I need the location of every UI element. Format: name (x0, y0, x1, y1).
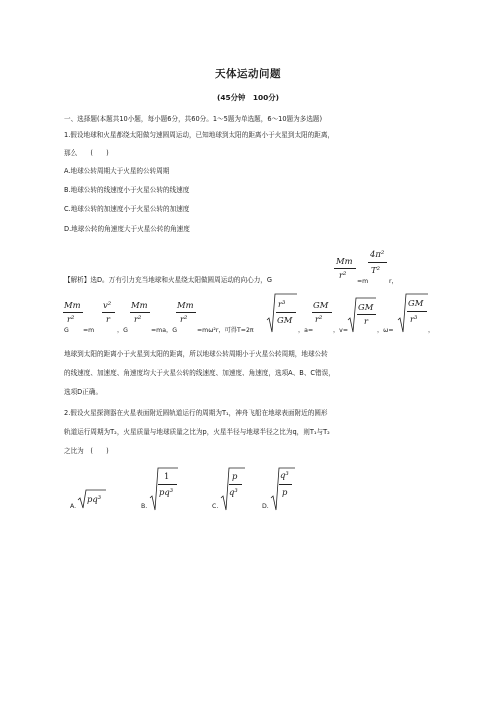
eq2-frac-bar-6 (312, 312, 332, 313)
eq1-num-Mm: Mm (336, 256, 353, 266)
q1-option-c: C.地球公转的加速度小于火星公转的加速度 (64, 205, 190, 213)
q2-option-d-den: p (282, 487, 288, 497)
eq2-frac-bar-8 (407, 311, 427, 312)
q2-option-b-label: B. (141, 503, 148, 510)
q1-option-b: B.地球公转的线速度小于火星公转的线速度 (64, 186, 190, 194)
eq1-den-T2: T² (371, 265, 380, 275)
eq2-G: G (64, 327, 69, 334)
eq2-frac-bar-7 (357, 314, 376, 315)
eq2-den-GM: GM (277, 315, 293, 325)
document-title: 天体运动问题 (215, 68, 281, 80)
eq2-frac-bar-4 (176, 312, 196, 313)
q2-option-d-frac-bar (279, 484, 292, 485)
q1-option-d: D.地球公转的角速度大于火星公转的角速度 (64, 225, 190, 233)
eq2-eq-mw2r: =mω²r，可得T=2π (197, 327, 254, 334)
q1-analysis-lead: 【解析】选D。万有引力充当地球和火星绕太阳做圆周运动的向心力，G (64, 276, 272, 284)
eq2-frac-bar-5 (276, 312, 296, 313)
q2-stem-line1: 2.假设火星探测器在火星表面附近圆轨道运行的周期为T₁，神舟飞船在地球表面附近的圆形 (64, 409, 328, 417)
q2-option-b-num: 1 (164, 471, 170, 481)
q1-analysis-line3: 的线速度、加速度、角速度均大于火星公转的线速度、加速度、角速度，选项A、B、C错误， (64, 369, 335, 377)
q2-option-c-frac-bar (229, 484, 242, 485)
eq2-end: ， (428, 327, 435, 334)
section-heading: 一、选择题(本题共10小题，每小题6分，共60分。1～5题为单选题，6～10题为多选题) (64, 115, 323, 123)
q2-option-a-pq3: pq³ (87, 494, 102, 504)
eq2-num-GM-3: GM (408, 298, 424, 308)
eq1-den-r2: r² (339, 270, 347, 280)
q2-option-c-label: C. (212, 503, 219, 510)
eq2-den-r3: r³ (410, 314, 418, 324)
document-subtitle: (45分钟 100分) (216, 93, 280, 102)
eq2-num-v2: v² (103, 300, 112, 310)
eq2-den-r2-2: r² (134, 314, 142, 324)
q2-option-c-den: q³ (229, 487, 238, 497)
eq2-sep1: ，G (117, 327, 128, 334)
eq2-eq-m: =m (83, 327, 95, 334)
q2-option-b-frac-bar (158, 484, 177, 485)
eq2-num-Mm: Mm (64, 300, 81, 310)
eq2-num-Mm-3: Mm (177, 300, 194, 310)
q1-stem-line2: 那么 ( ) (64, 149, 109, 157)
eq1-end: r， (389, 278, 398, 285)
eq2-frac-bar-1 (63, 312, 83, 313)
eq2-sep-w: ，ω= (377, 327, 394, 334)
eq2-sep-a: ，a= (298, 327, 314, 334)
eq1-num-4pi2: 4π² (370, 249, 385, 259)
eq2-den-r2: r² (67, 314, 75, 324)
q1-option-a: A.地球公转周期大于火星的公转周期 (64, 167, 170, 175)
q1-stem-line1: 1.假设地球和火星都绕太阳做匀速圆周运动，已知地球到太阳的距离小于火星到太阳的距离， (64, 131, 335, 139)
eq2-sep-v: ，v= (333, 327, 349, 334)
eq1-frac-bar-2 (368, 262, 387, 263)
eq2-eq-ma: =ma，G (151, 327, 177, 334)
eq2-frac-bar-2 (102, 312, 115, 313)
q2-option-c-num: p (232, 471, 238, 481)
eq2-num-GM: GM (313, 300, 329, 310)
eq2-frac-bar-3 (130, 312, 150, 313)
eq2-den-r2-3: r² (180, 314, 188, 324)
q2-option-b-den: pq³ (159, 487, 174, 497)
q2-option-d-num: q³ (280, 470, 289, 480)
eq2-den-r2-4: r² (315, 314, 323, 324)
eq1-frac-bar-1 (334, 268, 356, 269)
eq2-num-GM-2: GM (358, 302, 374, 312)
eq2-num-Mm-2: Mm (131, 300, 148, 310)
eq1-eq-m: =m (357, 278, 369, 285)
q1-analysis-line2: 地球到太阳的距离小于火星到太阳的距离，所以地球公转周期小于火星公转周期，地球公转 (64, 350, 328, 358)
q1-analysis-line4: 选项D正确。 (64, 388, 103, 396)
q2-stem-line2: 轨道运行周期为T₂，火星质量与地球质量之比为p，火星半径与地球半径之比为q，则T₁与T₂ (64, 428, 330, 436)
q2-stem-line3: 之比为 ( ) (64, 447, 109, 455)
q2-option-a-label: A. (70, 503, 77, 510)
eq2-den-r-2: r (364, 316, 369, 326)
eq2-num-r3: r³ (278, 299, 286, 309)
eq2-den-r: r (106, 314, 111, 324)
q2-option-d-label: D. (262, 503, 269, 510)
